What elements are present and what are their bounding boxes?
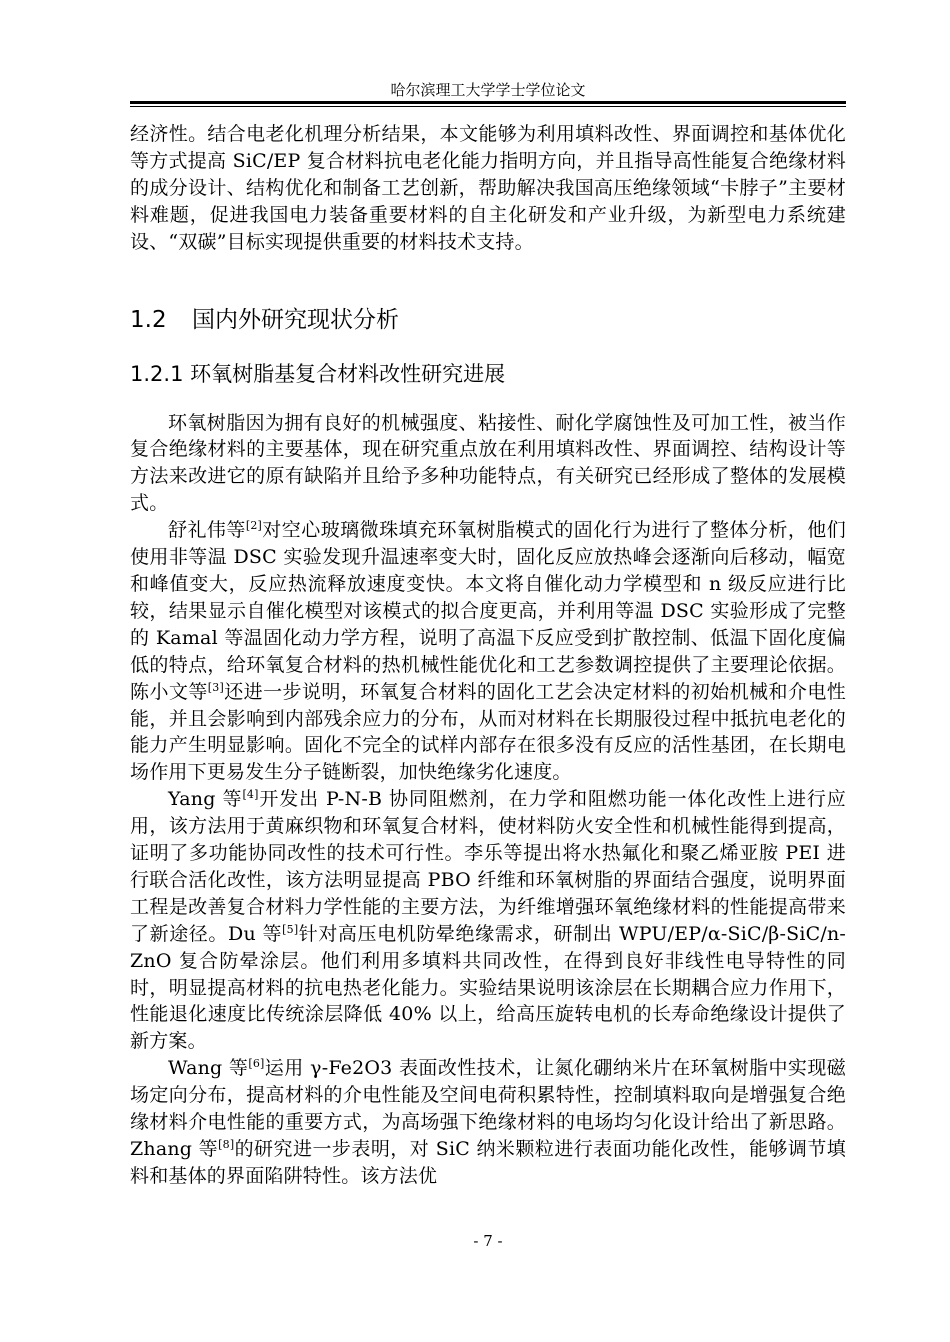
page-number: - 7 - xyxy=(473,1232,503,1250)
section-heading xyxy=(130,301,846,339)
paragraph-3-text-a: Yang 等 xyxy=(168,788,243,811)
paragraph-2 xyxy=(130,517,846,786)
paragraph-3 xyxy=(130,786,846,1055)
citation-2[interactable]: [2] xyxy=(245,519,263,533)
paragraph-2-text-a: 舒礼伟等 xyxy=(168,519,246,542)
paragraph-2-text-b: 对空心玻璃微珠填充环氧树脂模式的固化行为进行了整体分析，他们使用非等温 DSC 实验发现升温速率变大时，固化反应放热峰会逐渐向后移动，幅宽和峰值变大，反应热流释放速度变快。本文将自催化动力学模型和 n 级反应进行比较，结果显示自催化模型对该模式的拟合度更高，并利用等温 DSC 实验形成了完整的 Kamal 等温固化动力学方程，说明了高温下反应受到扩散控制、低温下固化度偏低的特点，给环氧复合材料的热机械性能优化和工艺参数调控提供了主要理论依据。陈小文等 xyxy=(130,519,846,703)
paragraph-4-text-b: 运用 γ-Fe2O3 表面改性技术，让氮化硼纳米片在环氧树脂中实现磁场定向分布，提高材料的介电性能及空间电荷积累特性，控制填料取向是增强复合绝缘材料介电性能的重要方式，为高场强下绝缘材料的电场均匀化设计给出了新思路。Zhang 等 xyxy=(130,1057,846,1160)
header-rule-thin xyxy=(130,106,846,107)
paragraph-2-text-c: 还进一步说明，环氧复合材料的固化工艺会决定材料的初始机械和介电性能，并且会影响到内部残余应力的分布，从而对材料在长期服役过程中抵抗电老化的能力产生明显影响。固化不完全的试样内部存在很多没有反应的活性基团，在长期电场作用下更易发生分子链断裂，加快绝缘劣化速度。 xyxy=(130,680,846,784)
citation-4[interactable]: [4] xyxy=(242,788,259,802)
paragraph-3-text-b: 开发出 P-N-B 协同阻燃剂，在力学和阻燃功能一体化改性上进行应用，该方法用于黄麻织物和环氧复合材料，使材料防火安全性和机械性能得到提高，证明了多功能协同改性的技术可行性。李乐等提出将水热氟化和聚乙烯亚胺 PEI 进行联合活化改性，该方法明显提高 PBO 纤维和环氧树脂的界面结合强度，说明界面工程是改善复合材料力学性能的主要方法，为纤维增强环氧绝缘材料的性能提高带来了新途径。Du 等 xyxy=(130,788,846,945)
running-header: 哈尔滨理工大学学士学位论文 xyxy=(390,81,586,99)
body-text xyxy=(130,121,846,1190)
section-number: 1.2 xyxy=(130,306,167,333)
citation-6[interactable]: [6] xyxy=(248,1057,265,1071)
citation-5[interactable]: [5] xyxy=(282,922,299,936)
subsection-heading: 1.2.1 环氧树脂基复合材料改性研究进展 xyxy=(130,361,506,386)
citation-8[interactable]: [8] xyxy=(218,1138,235,1151)
paragraph-3-text-c: 针对高压电机防晕绝缘需求，研制出 WPU/EP/α-SiC/β-SiC/n-ZnO 复合防晕涂层。他们利用多填料共同改性，在得到良好非线性电导特性的同时，明显提高材料的抗电热老化能力。实验结果说明该涂层在长期耦合应力作用下，性能退化速度比传统涂层降低 40% 以上，给高压旋转电机的长寿命绝缘设计提供了新方案。 xyxy=(130,922,846,1053)
paragraph-4-text-c: 的研究进一步表明，对 SiC 纳米颗粒进行表面功能化改性，能够调节填料和基体的界面陷阱特性。该方法优 xyxy=(130,1138,847,1187)
section-title: 国内外研究现状分析 xyxy=(192,306,399,333)
paragraph-4 xyxy=(130,1055,846,1190)
citation-3[interactable]: [3] xyxy=(207,680,224,694)
paragraph-intro-end: 经济性。结合电老化机理分析结果，本文能够为利用填料改性、界面调控和基体优化等方式提高 SiC/EP 复合材料抗电老化能力指明方向，并且指导高性能复合绝缘材料的成分设计、结构优化和制备工艺创新，帮助解决我国高压绝缘领域“卡脖子”主要材料难题，促进我国电力装备重要材料的自主化研发和产业升级，为新型电力系统建设、“双碳”目标实现提供重要的材料技术支持。 xyxy=(130,123,846,253)
paragraph-1: 环氧树脂因为拥有良好的机械强度、粘接性、耐化学腐蚀性及可加工性，被当作复合绝缘材料的主要基体，现在研究重点放在利用填料改性、界面调控、结构设计等方法来改进它的原有缺陷并且给予多种功能特点，有关研究已经形成了整体的发展模式。 xyxy=(130,411,846,515)
paragraph-4-text-a: Wang 等 xyxy=(168,1057,249,1080)
header-rule-thick xyxy=(130,101,846,104)
